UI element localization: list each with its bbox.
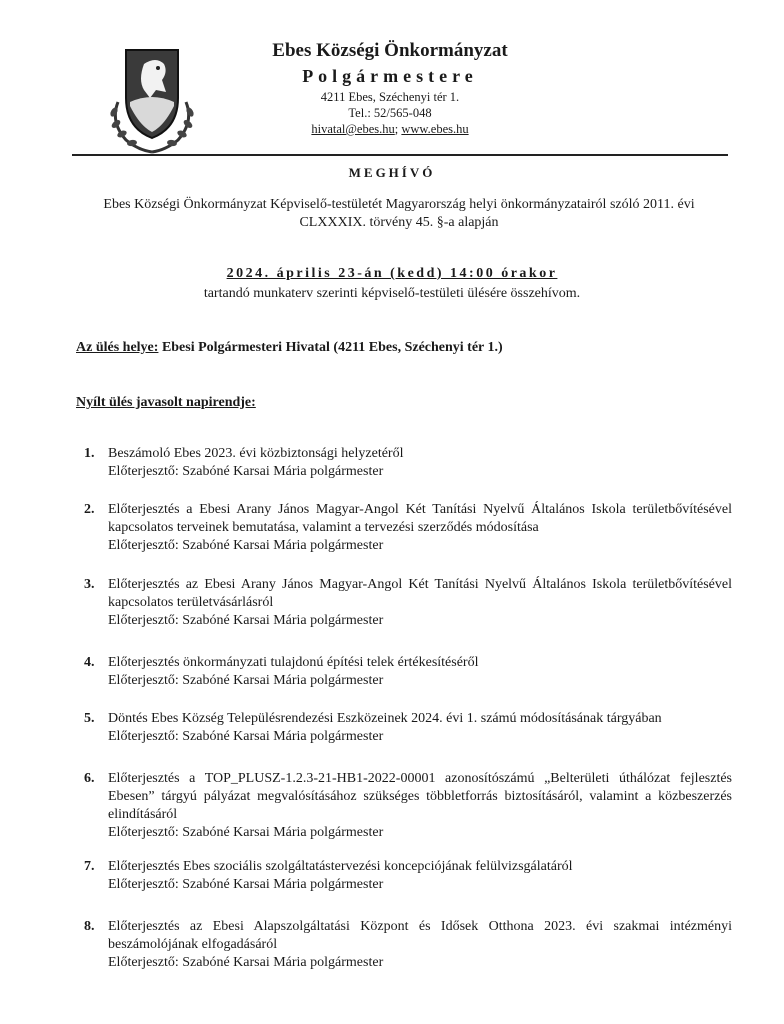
agenda-item-presenter: Előterjesztő: Szabóné Karsai Mária polgármester [108, 825, 384, 840]
agenda-item-presenter: Előterjesztő: Szabóné Karsai Mária polgármester [108, 729, 384, 744]
agenda-item-number: 2. [84, 502, 95, 517]
agenda-item [84, 710, 732, 746]
agenda-item-presenter: Előterjesztő: Szabóné Karsai Mária polgármester [108, 877, 384, 892]
agenda-item-presenter: Előterjesztő: Szabóné Karsai Mária polgármester [108, 673, 384, 688]
document-title: MEGHÍVÓ [348, 165, 436, 180]
mayor-title: Polgármestere [302, 66, 478, 86]
intro-paragraph: Ebes Községi Önkormányzat Képviselő-testületét Magyarország helyi önkormányzatairól szóló 2011. évi CLXXXIX. törvény 45. §-a alapján [103, 197, 695, 230]
venue-label: Az ülés helye: [76, 340, 159, 355]
header-divider [72, 154, 728, 156]
agenda-item-number: 5. [84, 711, 95, 726]
agenda-item-number: 3. [84, 577, 95, 592]
agenda-item-number: 4. [84, 655, 95, 670]
agenda-item-text: Előterjesztés az Ebesi Alapszolgáltatási Központ és Idősek Otthona 2023. évi szakmai intézményi beszámolójának elfogadásáról [108, 919, 732, 952]
meeting-date-subtitle: tartandó munkaterv szerinti képviselő-testületi ülésére összehívom. [203, 286, 581, 301]
agenda-item-text: Beszámoló Ebes 2023. évi közbiztonsági helyzetéről [108, 446, 404, 461]
contact-links [240, 122, 540, 137]
agenda-item [84, 576, 732, 630]
agenda-item-presenter: Előterjesztő: Szabóné Karsai Mária polgármester [108, 538, 384, 553]
agenda-item [84, 770, 732, 842]
address: 4211 Ebes, Széchenyi tér 1. [320, 90, 460, 104]
agenda-item-text: Előterjesztés a Ebesi Arany János Magyar-Angol Két Tanítási Nyelvű Általános Iskola területbővítésével kapcsolatos terveinek bemutatása, valamint a tervezési szerződés módosítása [108, 502, 732, 535]
agenda-item [84, 918, 732, 972]
agenda-item-text: Előterjesztés az Ebesi Arany János Magyar-Angol Két Tanítási Nyelvű Általános Iskola területbővítésével kapcsolatos területvásárlásról [108, 577, 732, 610]
contact-separator: ; [394, 122, 402, 136]
coat-of-arms-icon [104, 42, 200, 154]
meeting-date-text: 2024. április 23-án (kedd) 14:00 órakor [226, 266, 558, 281]
agenda-item-number: 8. [84, 919, 95, 934]
agenda-item-number: 7. [84, 859, 95, 874]
website-link[interactable]: www.ebes.hu [401, 122, 469, 136]
agenda-item [84, 654, 732, 690]
agenda-item-text: Előterjesztés Ebes szociális szolgáltatástervezési koncepciójának felülvizsgálatáról [108, 859, 573, 874]
agenda-item [84, 445, 732, 481]
agenda-item [84, 501, 732, 555]
telephone: Tel.: 52/565-048 [348, 106, 432, 120]
agenda-item-number: 6. [84, 771, 95, 786]
email-link[interactable]: hivatal@ebes.hu [311, 122, 395, 136]
agenda-item-text: Előterjesztés önkormányzati tulajdonú építési telek értékesítéséről [108, 655, 479, 670]
meeting-venue [76, 340, 503, 356]
agenda-heading: Nyílt ülés javasolt napirendje: [76, 395, 256, 410]
agenda-item-presenter: Előterjesztő: Szabóné Karsai Mária polgármester [108, 955, 384, 970]
agenda-item-presenter: Előterjesztő: Szabóné Karsai Mária polgármester [108, 613, 384, 628]
venue-value: Ebesi Polgármesteri Hivatal (4211 Ebes, Széchenyi tér 1.) [158, 340, 503, 355]
agenda-item-text: Döntés Ebes Község Településrendezési Eszközeinek 2024. évi 1. számú módosításának tárgyában [108, 711, 662, 726]
meeting-date [0, 266, 784, 282]
agenda-item-presenter: Előterjesztő: Szabóné Karsai Mária polgármester [108, 464, 384, 479]
organization-name: Ebes Községi Önkormányzat [272, 40, 508, 61]
agenda-item-text: Előterjesztés a TOP_PLUSZ-1.2.3-21-HB1-2022-00001 azonosítószámú „Belterületi úthálózat fejlesztés Ebesen” tárgyú pályázat megvalósításához szükséges többletforrás biztosításáról, valamint a közbeszerzés elindításáról [108, 771, 732, 822]
agenda-item-number: 1. [84, 446, 95, 461]
agenda-item [84, 858, 732, 894]
